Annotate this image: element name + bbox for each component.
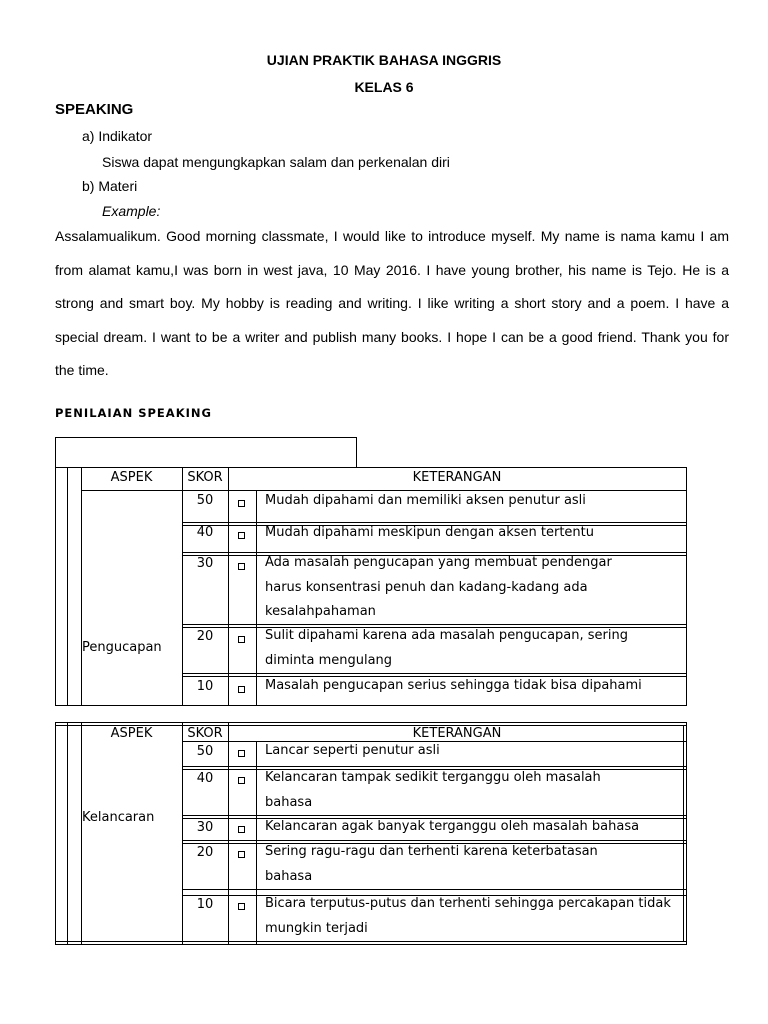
description-cell: Masalah pengucapan serius sehingga tidak bisa dipahami <box>265 678 642 693</box>
score-cell: 20 <box>196 629 214 644</box>
header-keterangan: KETERANGAN <box>412 470 502 485</box>
document-subtitle: KELAS 6 <box>354 79 414 95</box>
indikator-label: a) Indikator <box>82 128 153 144</box>
penilaian-heading: PENILAIAN SPEAKING <box>55 406 212 420</box>
checkbox-icon <box>238 851 245 858</box>
checkbox-icon <box>238 750 245 757</box>
checkbox-icon <box>238 826 245 833</box>
score-cell: 20 <box>196 845 214 860</box>
checkbox-icon <box>238 903 245 910</box>
aspect-label: Pengucapan <box>82 640 162 655</box>
score-cell: 30 <box>196 556 214 571</box>
materi-label: b) Materi <box>82 178 138 194</box>
description-cell: Ada masalah pengucapan yang membuat pendengar harus konsentrasi penuh dan kadang-kadang ada kesalahpahaman <box>265 555 612 619</box>
score-cell: 40 <box>196 525 214 540</box>
aspect-label: Kelancaran <box>82 810 155 825</box>
score-cell: 50 <box>196 744 214 759</box>
header-skor: SKOR <box>187 726 223 741</box>
header-aspek: ASPEK <box>110 726 153 741</box>
score-cell: 10 <box>196 897 214 912</box>
checkbox-icon <box>238 777 245 784</box>
description-cell: Bicara terputus-putus dan terhenti sehingga percakapan tidak mungkin terjadi <box>265 896 671 936</box>
description-cell: Sulit dipahami karena ada masalah pengucapan, sering diminta mengulang <box>265 628 628 668</box>
example-label: Example: <box>102 203 161 219</box>
example-paragraph: Assalamualikum. Good morning classmate, I would like to introduce myself. My name is nama kamu I am from alamat kamu,I was born in west java, 10 May 2016. I have young brother, his name is Tejo. He is a strong and smart boy. My hobby is reading and writing. I like writing a short story and a poem. I have a special dream. I want to be a writer and publish many books. I hope I can be a good friend. Thank you for the time. <box>55 228 729 378</box>
description-cell: Mudah dipahami meskipun dengan aksen tertentu <box>265 525 595 540</box>
indikator-text: Siswa dapat mengungkapkan salam dan perkenalan diri <box>102 154 450 170</box>
score-cell: 10 <box>196 679 214 694</box>
document-title: UJIAN PRAKTIK BAHASA INGGRIS <box>266 52 502 68</box>
score-cell: 40 <box>196 771 214 786</box>
description-cell: Kelancaran agak banyak terganggu oleh masalah bahasa <box>265 819 640 834</box>
description-cell: Sering ragu-ragu dan terhenti karena keterbatasan bahasa <box>265 844 598 884</box>
score-cell: 50 <box>196 493 214 508</box>
score-cell: 30 <box>196 820 214 835</box>
header-keterangan: KETERANGAN <box>412 726 502 741</box>
description-cell: Mudah dipahami dan memiliki aksen penutur asli <box>265 493 586 508</box>
description-cell: Kelancaran tampak sedikit terganggu oleh masalah bahasa <box>265 770 601 810</box>
description-cell: Lancar seperti penutur asli <box>265 743 440 758</box>
header-skor: SKOR <box>187 470 223 485</box>
section-heading: SPEAKING <box>55 101 134 118</box>
header-aspek: ASPEK <box>110 470 153 485</box>
